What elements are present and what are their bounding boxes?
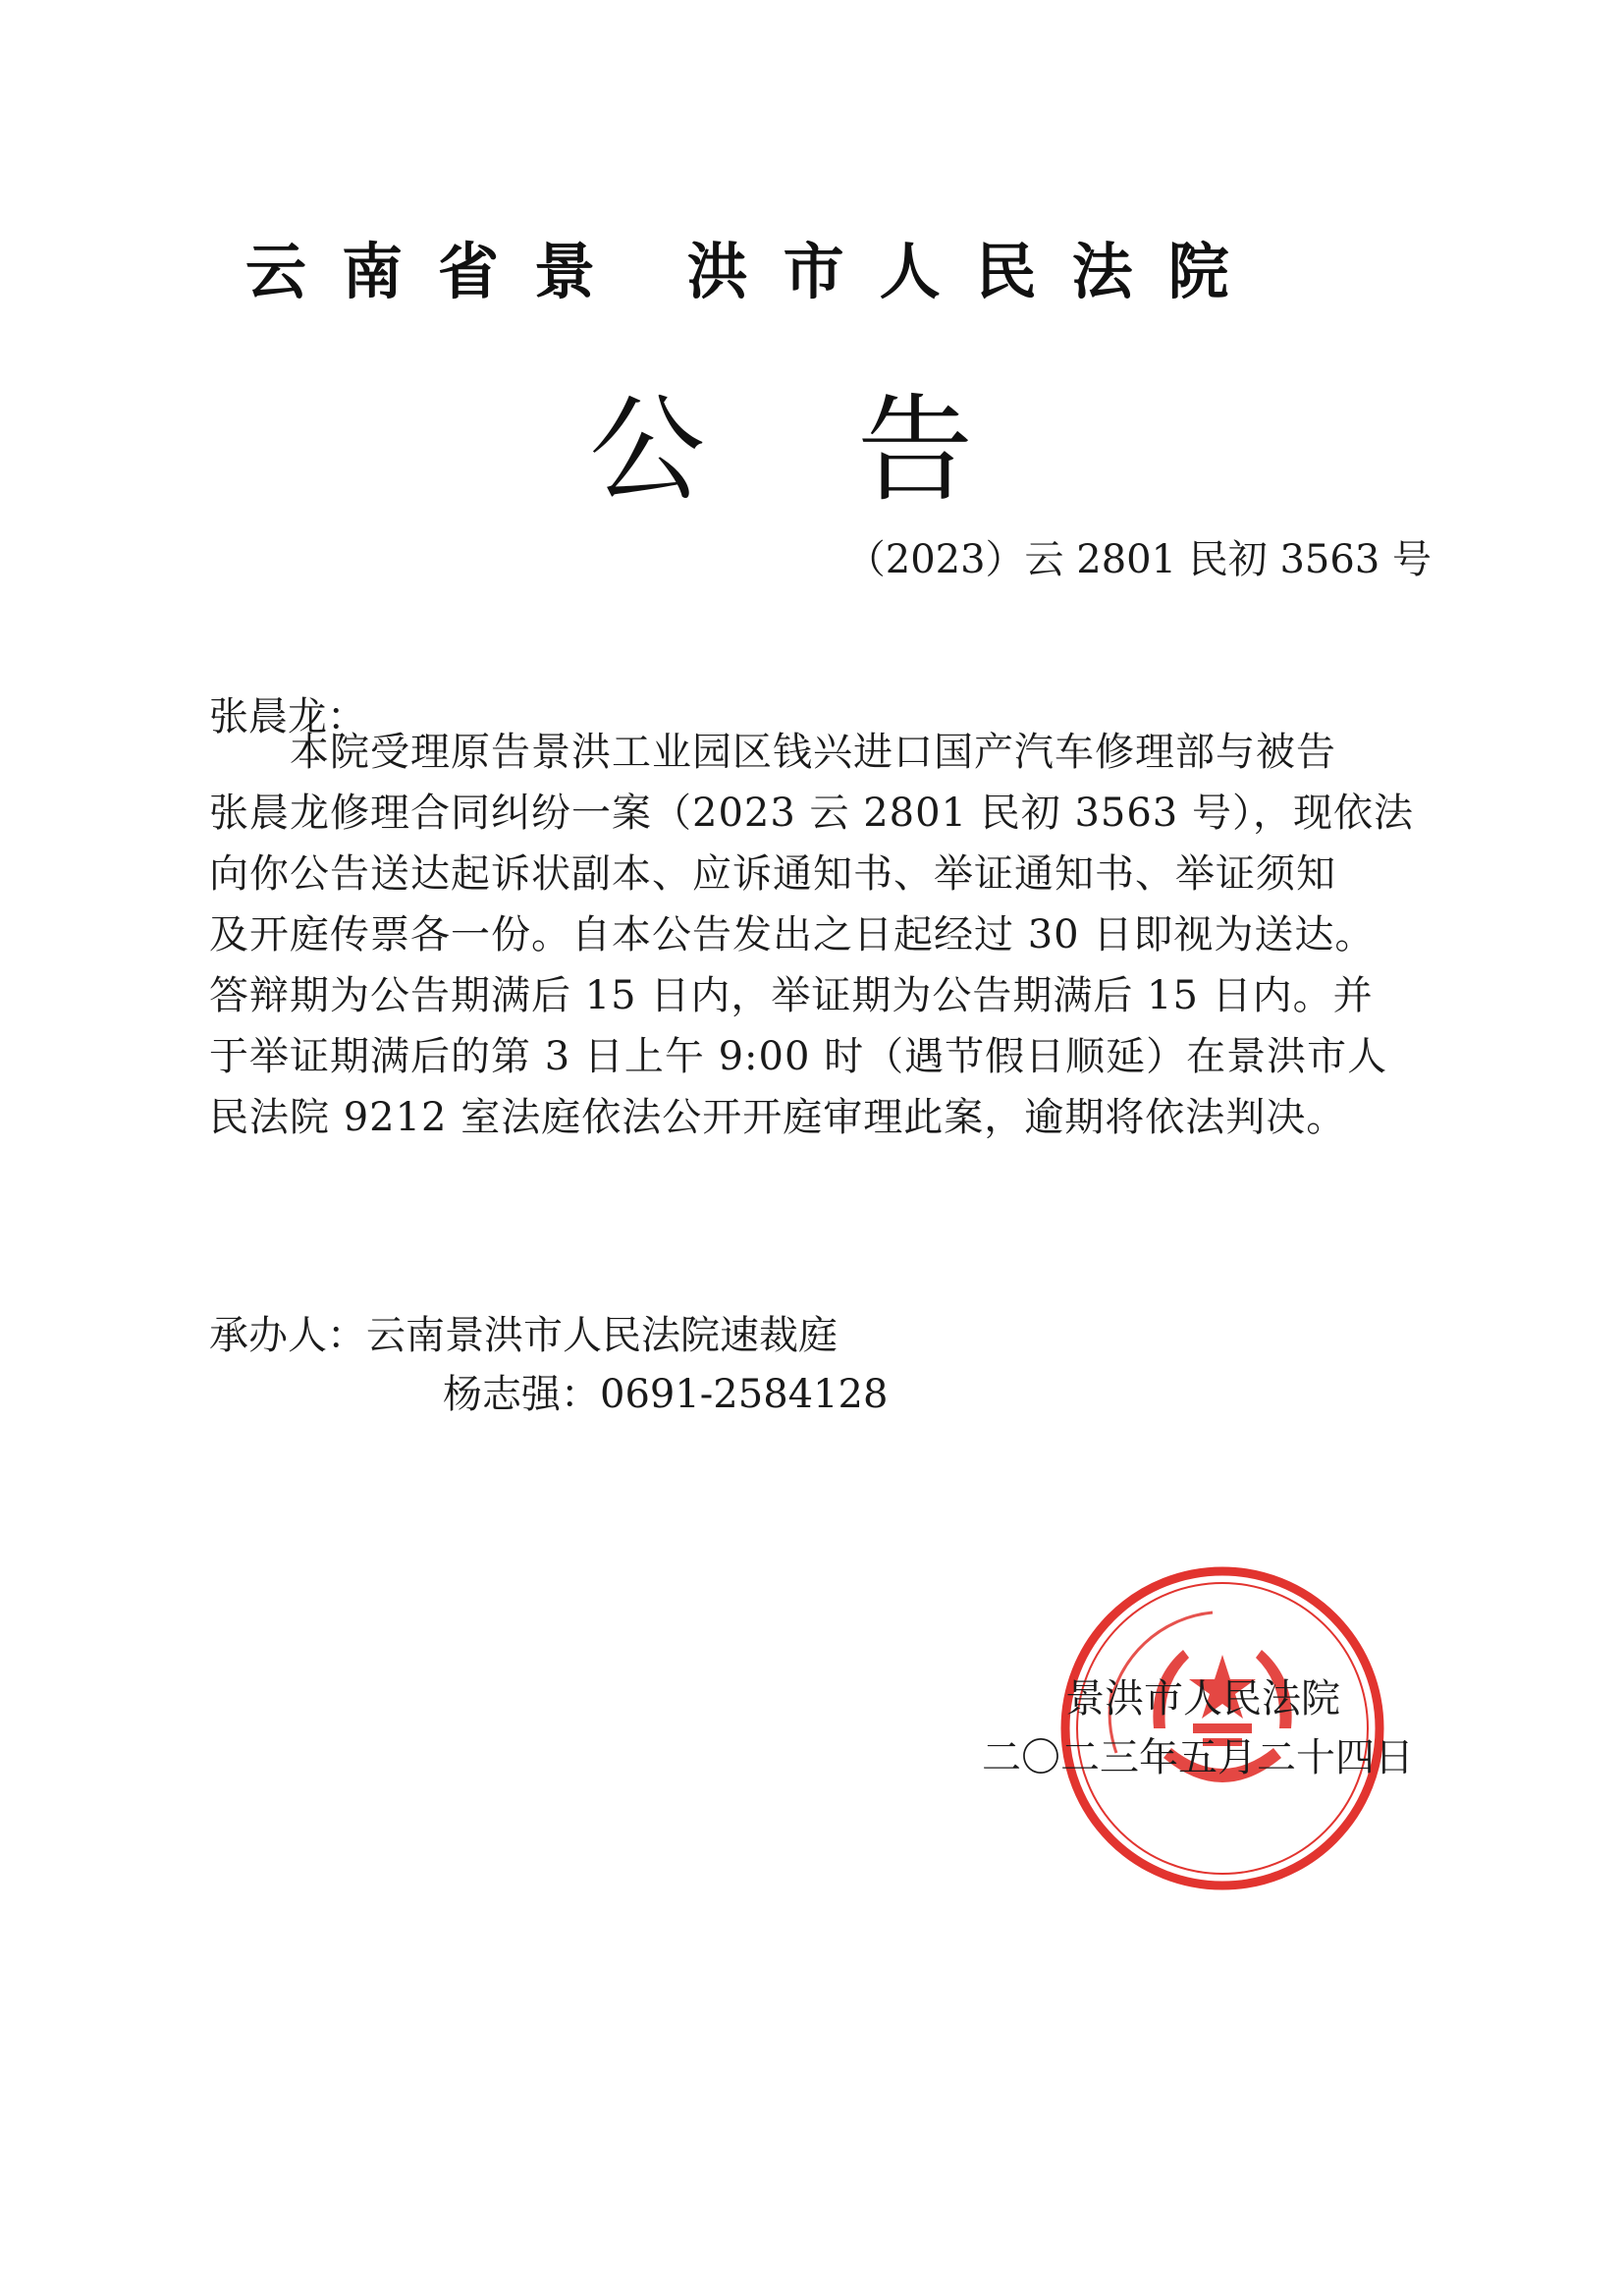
contact-block xyxy=(209,1306,888,1424)
body-line: 张晨龙修理合同纠纷一案（2023 云 2801 民初 3563 号），现依法 xyxy=(209,791,1414,836)
case-number: （2023）云 2801 民初 3563 号 xyxy=(845,537,1432,582)
court-name-heading: 云南省景 洪市人民法院 xyxy=(245,236,1265,307)
handler-line: 承办人：云南景洪市人民法院速裁庭 xyxy=(209,1313,838,1358)
body-line: 答辩期为公告期满后 15 日内，举证期为公告期满后 15 日内。并 xyxy=(209,973,1374,1018)
body-line: 向你公告送达起诉状副本、应诉通知书、举证通知书、举证须知 xyxy=(209,851,1336,897)
body-line: 本院受理原告景洪工业园区钱兴进口国产汽车修理部与被告 xyxy=(209,730,1336,775)
body-line: 民法院 9212 室法庭依法公开开庭审理此案，逾期将依法判决。 xyxy=(209,1095,1347,1140)
notice-title: 公告 xyxy=(589,382,1126,518)
addressee-line: 张晨龙： xyxy=(209,694,366,739)
signature-court-name: 景洪市人民法院 xyxy=(1065,1676,1340,1722)
phone-line: 杨志强：0691-2584128 xyxy=(443,1372,889,1417)
body-line: 于举证期满后的第 3 日上午 9:00 时（遇节假日顺延）在景洪市人 xyxy=(209,1034,1388,1079)
notice-body xyxy=(209,722,1446,1148)
signature-date: 二〇二三年五月二十四日 xyxy=(982,1735,1414,1780)
body-line: 及开庭传票各一份。自本公告发出之日起经过 30 日即视为送达。 xyxy=(209,912,1376,957)
